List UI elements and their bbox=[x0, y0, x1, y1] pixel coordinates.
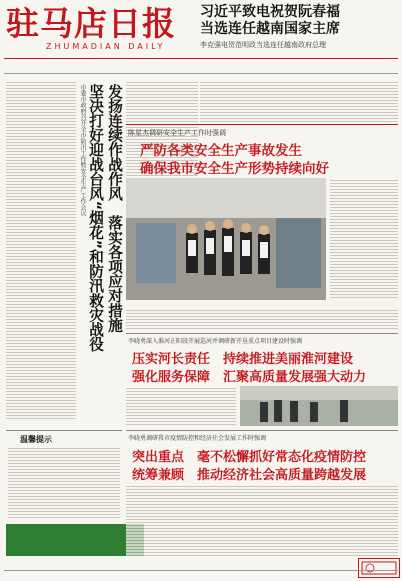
page-footer bbox=[4, 570, 398, 581]
top-news-sub: 李克强电贺范明政当选连任越南政府总理 bbox=[200, 41, 326, 49]
top-news-line-2: 当选连任越南国家主席 bbox=[200, 21, 340, 37]
lead-story-headline-1: 严防各类安全生产事故发生 bbox=[140, 143, 302, 159]
top-news-line-1: 习近平致电祝贺阮春福 bbox=[200, 4, 340, 20]
second-story-photo bbox=[240, 386, 398, 426]
second-story-photo-image bbox=[240, 386, 398, 426]
left-body-text bbox=[6, 80, 76, 420]
lead-story-side-text bbox=[330, 178, 398, 300]
masthead-subtitle: ZHUMADIAN DAILY bbox=[46, 42, 166, 51]
top-news-body-text bbox=[200, 80, 398, 122]
box-body-text bbox=[8, 446, 120, 518]
second-story-headline-2: 强化服务保障 汇聚高质量发展强大动力 bbox=[132, 370, 367, 385]
masthead bbox=[4, 4, 192, 56]
third-story-headline-2: 统筹兼顾 推动经济社会高质量跨越发展 bbox=[132, 468, 367, 483]
divider-2 bbox=[126, 430, 398, 431]
left-feature-kicker: 市委市政府召开全市防汛工作暨安全生产工作会议 bbox=[79, 84, 86, 216]
second-story-kicker: 李晓勇深入淮河正阳段开展巡河并调研新开垦重点项目建设时强调 bbox=[128, 338, 303, 345]
box-title: 温馨提示 bbox=[20, 435, 52, 444]
third-story-kicker: 李晓勇调研我市疫情防控和经济社会发展工作时强调 bbox=[128, 435, 267, 442]
divider-box bbox=[6, 430, 122, 431]
left-feature-headline-b: 发扬连续作战作风 落实各项应对措施 bbox=[106, 84, 123, 333]
divider-1 bbox=[126, 333, 398, 334]
third-story-headline-1: 突出重点 毫不松懈抓好常态化疫情防控 bbox=[132, 450, 367, 465]
advertisement bbox=[6, 524, 144, 556]
left-feature-headline-a: 坚决打好迎战台风“烟花”和防汛救灾战役 bbox=[87, 84, 104, 352]
second-story-body-left bbox=[126, 386, 236, 426]
lead-story-body-text bbox=[126, 308, 398, 330]
lead-photo bbox=[126, 178, 326, 300]
info-strip bbox=[4, 58, 398, 74]
lead-story-headline-2: 确保我市安全生产形势持续向好 bbox=[140, 161, 329, 177]
lead-photo-image bbox=[126, 178, 326, 300]
masthead-title: 驻马店日报 bbox=[6, 4, 176, 43]
top-news bbox=[200, 4, 398, 56]
second-story-headline-1: 压实河长责任 持续推进美丽淮河建设 bbox=[132, 352, 354, 367]
section-rule bbox=[126, 124, 398, 125]
lead-story-kicker: 陈星杰调研安全生产工作时强调 bbox=[128, 129, 226, 137]
third-story-body-text bbox=[126, 484, 398, 556]
